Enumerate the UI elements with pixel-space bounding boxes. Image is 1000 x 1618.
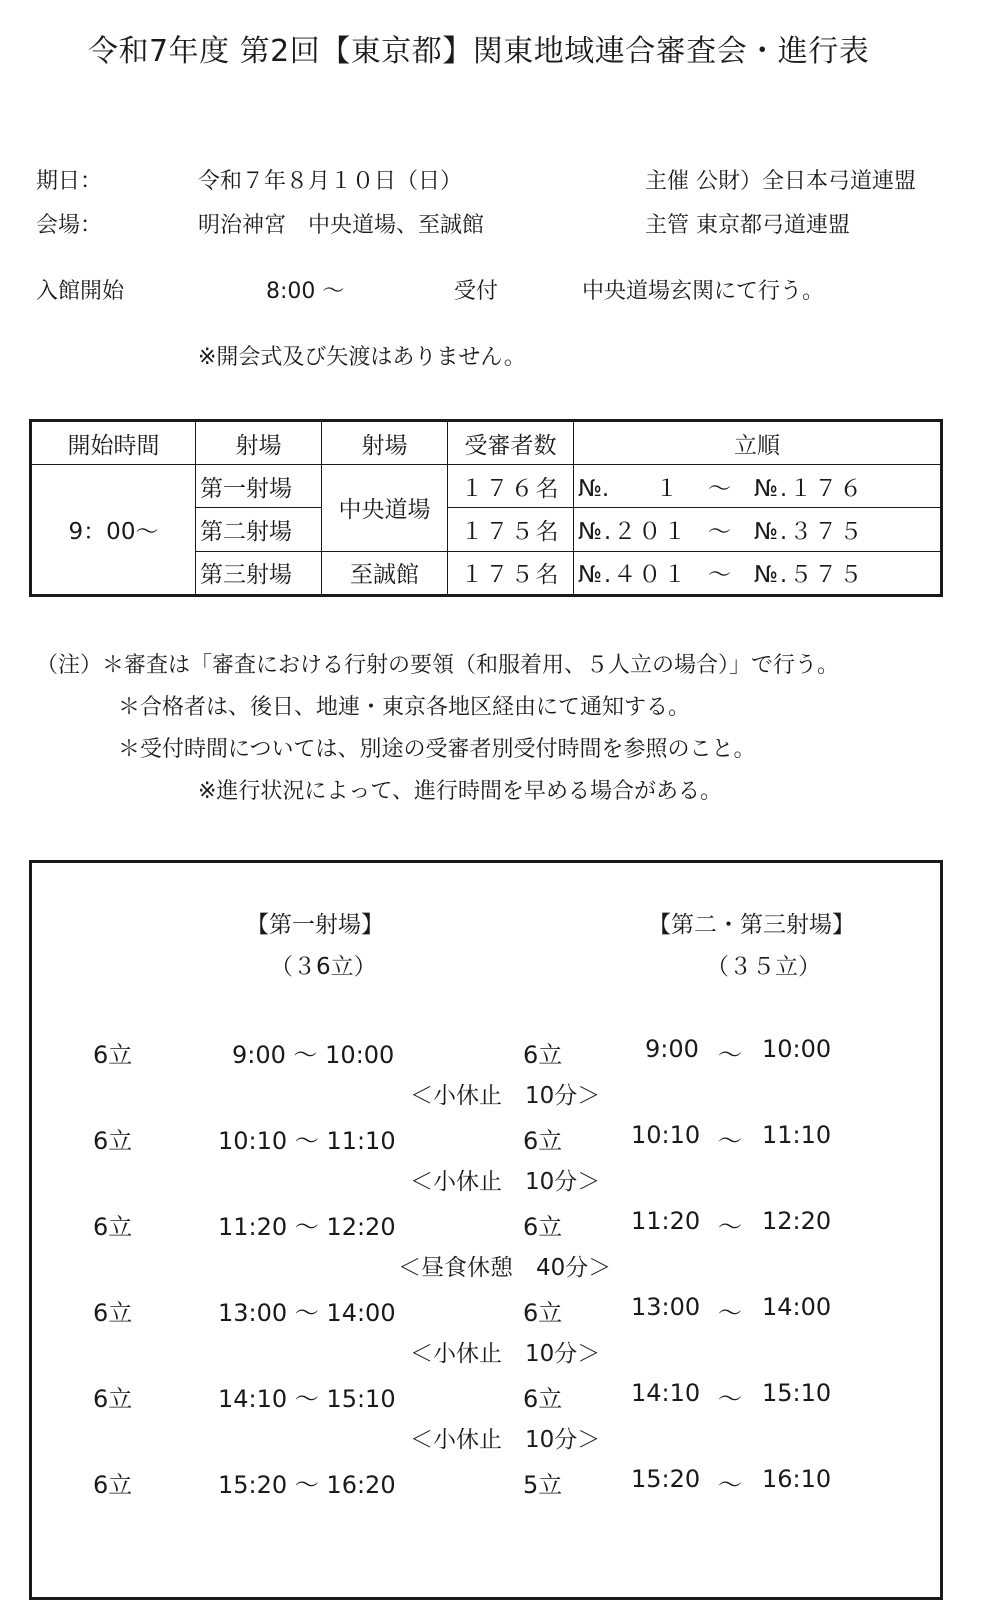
range-cell: 第二射場 — [196, 508, 322, 551]
left-round-count: 6立 — [93, 1385, 133, 1413]
reception-value: 中央道場玄関にて行う。 — [582, 279, 825, 304]
order-from: №.２０１ — [578, 519, 689, 546]
right-round-end: 14:00 — [762, 1293, 832, 1321]
right-round-tilde: 〜 — [718, 1385, 742, 1413]
organizer-text: 主管 東京都弓道連盟 — [645, 213, 850, 238]
venue-label: 会場： — [36, 213, 103, 238]
header-start-time: 開始時間 — [31, 421, 196, 465]
right-round-tilde: 〜 — [718, 1127, 742, 1155]
table-header-row — [31, 421, 942, 465]
schedule-table — [29, 419, 943, 597]
right-range-heading: 【第二・第三射場】 — [648, 912, 855, 938]
right-round-end: 16:10 — [762, 1465, 832, 1493]
note-line: ＊受付時間については、別途の受審者別受付時間を参照のこと。 — [118, 737, 756, 762]
right-range-sub: （３５立） — [706, 954, 821, 980]
left-round-time: 10:10 〜 11:10 — [218, 1127, 396, 1155]
order-cell — [574, 551, 942, 595]
hall-cell: 至誠館 — [322, 551, 448, 595]
left-round-count: 6立 — [93, 1213, 133, 1241]
document-title: 令和7年度 第2回【東京都】関東地域連合審査会・進行表 — [88, 34, 870, 69]
right-round-tilde: 〜 — [718, 1471, 742, 1499]
count-cell: １７６名 — [448, 465, 574, 508]
count-cell: １７５名 — [448, 508, 574, 551]
order-tilde: ～ — [708, 475, 731, 502]
order-from: №. １ — [578, 475, 679, 502]
right-round-count: 6立 — [523, 1213, 563, 1241]
right-round-start: 14:10 — [631, 1379, 701, 1407]
left-round-count: 6立 — [93, 1299, 133, 1327]
order-to: №.３７５ — [754, 519, 865, 546]
header-count: 受審者数 — [448, 421, 574, 465]
left-round-count: 6立 — [93, 1041, 133, 1069]
reception-label: 受付 — [454, 279, 499, 304]
order-tilde: ～ — [708, 519, 731, 546]
right-round-count: 6立 — [523, 1127, 563, 1155]
count-cell: １７５名 — [448, 551, 574, 595]
host-text: 主催 公財）全日本弓道連盟 — [645, 169, 916, 194]
right-round-end: 11:10 — [762, 1121, 832, 1149]
left-range-sub: （３6立） — [270, 954, 377, 980]
hall-cell: 中央道場 — [322, 465, 448, 551]
order-cell — [574, 508, 942, 551]
right-round-end: 12:20 — [762, 1207, 832, 1235]
right-round-count: 5立 — [523, 1471, 563, 1499]
note-line: ※進行状況によって、進行時間を早める場合がある。 — [198, 779, 722, 804]
order-tilde: ～ — [708, 562, 731, 589]
left-range-heading: 【第一射場】 — [246, 912, 384, 938]
left-round-count: 6立 — [93, 1471, 133, 1499]
order-to: №.５７５ — [754, 562, 865, 589]
break-label: ＜昼食休憩 40分＞ — [398, 1255, 612, 1281]
right-round-count: 6立 — [523, 1385, 563, 1413]
break-label: ＜小休止 10分＞ — [410, 1427, 601, 1453]
order-to: №.１７６ — [754, 475, 865, 502]
right-round-start: 13:00 — [631, 1293, 701, 1321]
header-range: 射場 — [196, 421, 322, 465]
left-round-time: 9:00 〜 10:00 — [232, 1041, 395, 1069]
range-cell: 第一射場 — [196, 465, 322, 508]
date-value: 令和７年８月１０日（日） — [198, 169, 463, 194]
right-round-count: 6立 — [523, 1041, 563, 1069]
break-label: ＜小休止 10分＞ — [410, 1083, 601, 1109]
break-label: ＜小休止 10分＞ — [410, 1341, 601, 1367]
note-line: （注）＊審査は「審査における行射の要領（和服着用、５人立の場合）」で行う。 — [36, 653, 840, 678]
header-hall: 射場 — [322, 421, 448, 465]
right-round-tilde: 〜 — [718, 1041, 742, 1069]
right-round-end: 10:00 — [762, 1035, 832, 1063]
right-round-end: 15:10 — [762, 1379, 832, 1407]
right-round-start: 11:20 — [631, 1207, 701, 1235]
venue-value: 明治神宮 中央道場、至誠館 — [198, 213, 485, 238]
order-from: №.４０１ — [578, 562, 689, 589]
right-round-start: 15:20 — [631, 1465, 701, 1493]
no-ceremony-note: ※開会式及び矢渡はありません。 — [198, 345, 526, 370]
right-round-start: 9:00 — [645, 1035, 699, 1063]
right-round-tilde: 〜 — [718, 1213, 742, 1241]
left-round-time: 13:00 〜 14:00 — [218, 1299, 396, 1327]
right-round-count: 6立 — [523, 1299, 563, 1327]
order-cell — [574, 465, 942, 508]
date-label: 期日： — [36, 169, 103, 194]
right-round-start: 10:10 — [631, 1121, 701, 1149]
left-round-time: 14:10 〜 15:10 — [218, 1385, 396, 1413]
note-line: ＊合格者は、後日、地連・東京各地区経由にて通知する。 — [118, 695, 691, 720]
right-round-tilde: 〜 — [718, 1299, 742, 1327]
range-cell: 第三射場 — [196, 551, 322, 595]
entry-label: 入館開始 — [36, 279, 125, 304]
start-time-cell: 9：00～ — [31, 465, 196, 596]
left-round-count: 6立 — [93, 1127, 133, 1155]
left-round-time: 11:20 〜 12:20 — [218, 1213, 396, 1241]
table-row — [31, 465, 942, 508]
header-order: 立順 — [574, 421, 942, 465]
entry-time: 8:00 ～ — [266, 279, 345, 304]
left-round-time: 15:20 〜 16:20 — [218, 1471, 396, 1499]
break-label: ＜小休止 10分＞ — [410, 1169, 601, 1195]
